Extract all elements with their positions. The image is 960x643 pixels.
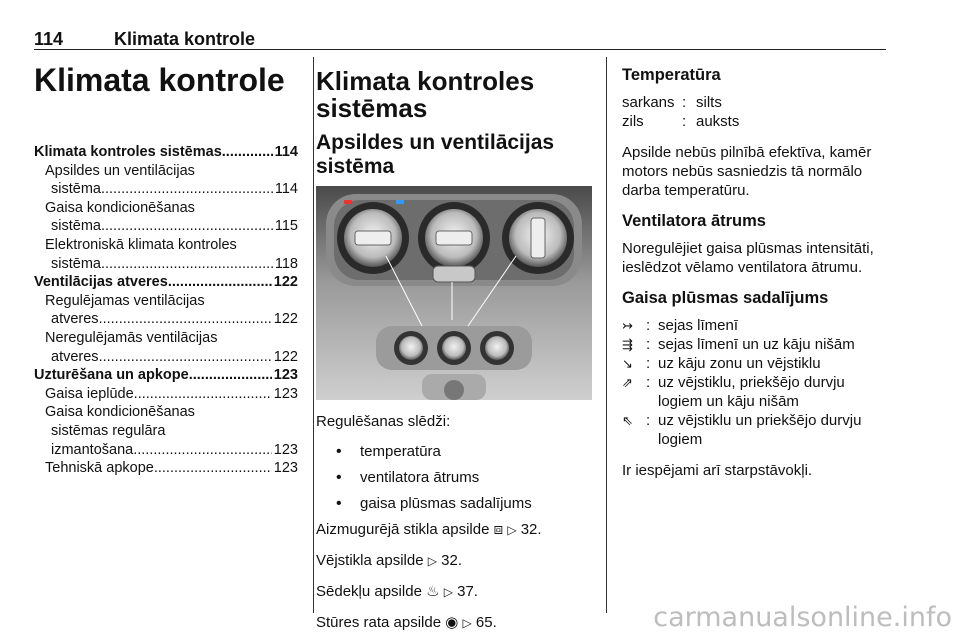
section-title: Klimata kontroles sistēmas xyxy=(316,66,535,123)
toc-page-number: 123 xyxy=(273,385,298,402)
toc-entry: Regulējamas ventilācijas xyxy=(45,292,205,309)
distribution-row: ↣ : sejas līmenī xyxy=(622,317,739,334)
header-rule xyxy=(34,49,886,50)
distribution-row: ⇶ : sejas līmenī un uz kāju nišām xyxy=(622,336,855,353)
toc-entry[interactable]: atveres ..... 122 xyxy=(34,310,298,329)
toc-entry[interactable]: Gaisa ieplūde ..... 123 xyxy=(34,385,298,404)
windscreen-icon: ⇖ xyxy=(622,413,633,428)
running-header: Klimata kontrole xyxy=(114,29,256,49)
steering-wheel-heating-ref: Stūres rata apsilde ◉ ▷ 65. xyxy=(316,614,497,631)
air-distribution-heading: Gaisa plūsmas sadalījums xyxy=(622,289,829,307)
column-divider xyxy=(606,57,607,613)
page-ref-arrow-icon: ▷ xyxy=(427,554,437,568)
toc-entry: Neregulējamās ventilācijas xyxy=(45,329,218,346)
toc-entry: Gaisa kondicionēšanas xyxy=(45,199,195,216)
temp-row: zils : auksts xyxy=(622,113,740,130)
toc-entry[interactable]: Uzturēšana un apkope ..... 123 xyxy=(34,366,298,385)
fan-speed-knob xyxy=(418,202,490,274)
windscreen-heating-ref: Vējstikla apsilde ▷ 32. xyxy=(316,552,462,569)
toc-page-number: 123 xyxy=(273,367,298,384)
subsection-title: Apsildes un ventilācijas sistēma xyxy=(316,131,555,178)
toc-page-number: 123 xyxy=(273,460,298,477)
distribution-row: ⇗ : uz vējstiklu, priekšējo durvju logiem un kāju nišām xyxy=(622,374,845,410)
toc-entry[interactable]: sistēma ..... 115 xyxy=(34,217,298,236)
distribution-row: ⇖ : uz vējstiklu un priekšējo durvju logiem xyxy=(622,412,862,448)
watermark: carmanualsonline.info xyxy=(653,602,952,633)
controls-intro: Regulēšanas slēdži: xyxy=(316,413,451,430)
air-distribution-knob xyxy=(502,202,574,274)
intermediate-note: Ir iespējami arī starpstāvokļi. xyxy=(622,462,813,479)
toc-entry: sistēmas regulāra xyxy=(51,422,166,439)
page-ref[interactable]: 37. xyxy=(457,583,478,600)
toc-page-number: 118 xyxy=(274,255,298,272)
page-ref-arrow-icon: ▷ xyxy=(462,616,472,630)
temp-row: sarkans : silts xyxy=(622,94,722,111)
toc-entry[interactable]: Ventilācijas atveres ..... 122 xyxy=(34,273,298,292)
toc-entry[interactable]: atveres ..... 122 xyxy=(34,348,298,367)
list-item: • gaisa plūsmas sadalījums xyxy=(316,493,596,514)
feet-defrost-icon: ↘ xyxy=(622,356,633,371)
temperature-heading: Temperatūra xyxy=(622,66,721,84)
toc-page-number: 114 xyxy=(274,144,298,160)
face-vent-icon: ↣ xyxy=(622,318,633,333)
seat-heating-ref: Sēdekļu apsilde ♨ ▷ 37. xyxy=(316,583,478,600)
column-3 xyxy=(622,66,888,492)
toc-entry: Apsildes un ventilācijas xyxy=(45,162,195,179)
toc-entry[interactable]: Klimata kontroles sistēmas ..... 114 xyxy=(34,143,298,162)
steering-wheel-heat-icon: ◉ xyxy=(445,614,459,631)
list-item: • ventilatora ātrums xyxy=(316,467,596,488)
toc-entry[interactable]: sistēma ..... 114 xyxy=(34,180,298,199)
seat-heat-icon: ♨ xyxy=(426,583,440,600)
table-of-contents xyxy=(34,143,298,478)
face-feet-vent-icon: ⇶ xyxy=(622,337,633,352)
toc-entry[interactable]: sistēma ..... 118 xyxy=(34,255,298,274)
page-ref[interactable]: 32. xyxy=(441,552,462,569)
toc-entry: Elektroniskā klimata kontroles xyxy=(45,236,237,253)
fan-speed-text: Noregulējiet gaisa plūsmas intensitāti, ieslēdzot vēlamo ventilatora ātrumu. xyxy=(622,240,874,276)
toc-entry[interactable]: izmantošana ..... 123 xyxy=(34,441,298,460)
climate-control-photo xyxy=(316,186,592,400)
toc-page-number: 122 xyxy=(273,274,298,291)
page-ref-arrow-icon: ▷ xyxy=(443,585,453,599)
page-ref-arrow-icon: ▷ xyxy=(507,523,517,537)
page-number: 114 xyxy=(34,29,64,49)
toc-page-number: 122 xyxy=(273,348,298,365)
rear-window-heat-icon: ⧈ xyxy=(493,521,504,538)
toc-page-number: 123 xyxy=(273,441,298,458)
temperature-note: Apsilde nebūs pilnībā efektīva, kamēr motors nebūs sasniedzis tā normālo darba temperatūru. xyxy=(622,144,872,199)
list-item: • temperatūra xyxy=(316,441,596,462)
toc-page-number: 114 xyxy=(274,181,298,198)
toc-page-number: 122 xyxy=(273,311,298,328)
rear-window-heating-ref: Aizmugurējā stikla apsilde ⧈ ▷ 32. xyxy=(316,521,542,538)
distribution-row: ↘ : uz kāju zonu un vējstiklu xyxy=(622,355,821,372)
chapter-title: Klimata kontrole xyxy=(34,62,285,98)
page-ref[interactable]: 32. xyxy=(520,521,542,538)
column-divider xyxy=(313,57,314,613)
section-body xyxy=(316,411,596,643)
toc-entry[interactable]: Tehniskā apkope ..... 123 xyxy=(34,459,298,478)
fan-speed-heading: Ventilatora ātrums xyxy=(622,212,766,230)
toc-page-number: 115 xyxy=(274,218,298,235)
page-ref[interactable]: 65. xyxy=(475,614,497,631)
windscreen-feet-icon: ⇗ xyxy=(622,375,633,390)
toc-entry: Gaisa kondicionēšanas xyxy=(45,404,195,421)
